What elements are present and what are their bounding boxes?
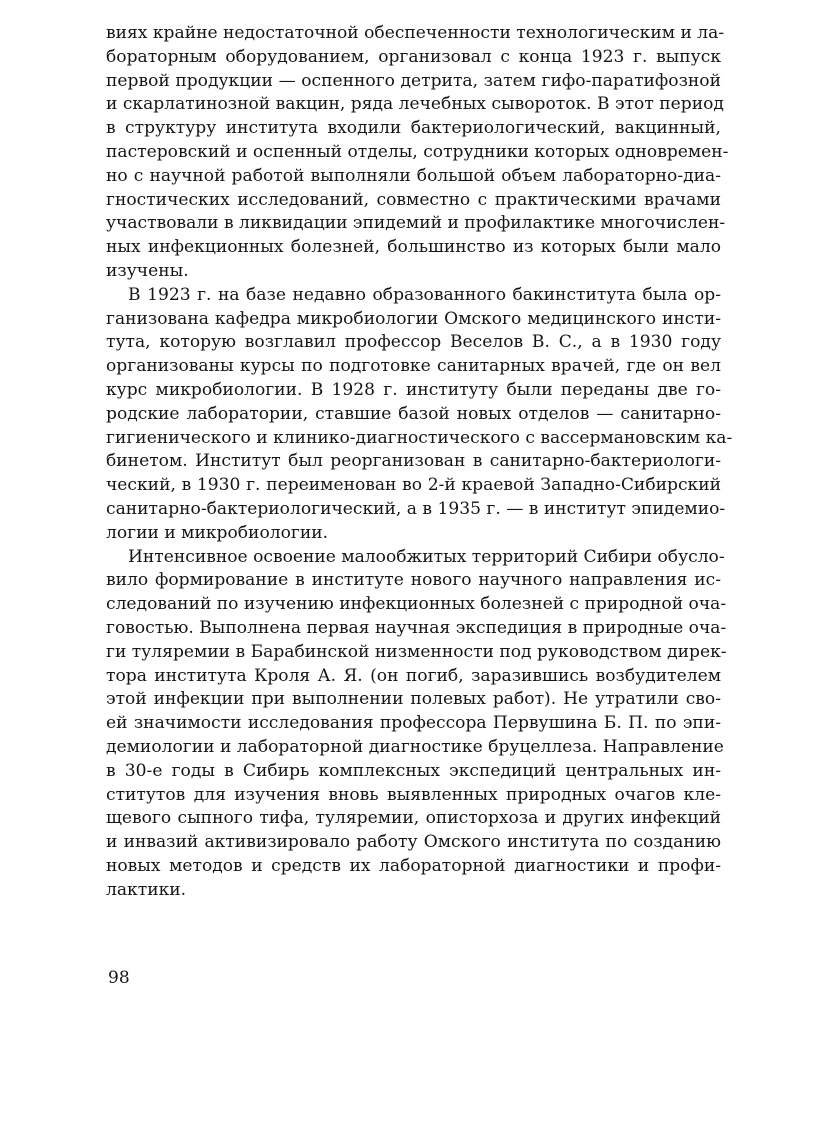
text-line: В 1923 г. на базе недавно образованного бакинститута была ор- — [128, 284, 721, 305]
text-line: ческий, в 1930 г. переименован во 2-й краевой Западно-Сибирский — [106, 475, 721, 496]
text-line: логии и микробиологии. — [106, 522, 329, 543]
text-line: гностических исследований, совместно с практическими врачами — [106, 189, 721, 210]
text-line: Интенсивное освоение малообжитых территорий Сибири обусло- — [128, 546, 725, 567]
text-line: ных инфекционных болезней, большинство из которых были мало — [106, 237, 721, 258]
text-line: тута, которую возглавил профессор Веселов В. С., а в 1930 году — [106, 332, 721, 353]
text-line: этой инфекции при выполнении полевых работ). Не утратили сво- — [106, 689, 721, 710]
text-line: щевого сыпного тифа, туляремии, описторхоза и других инфекций — [106, 808, 721, 829]
text-line: лактики. — [106, 879, 187, 900]
text-line: участвовали в ликвидации эпидемий и профилактике многочислен- — [106, 213, 726, 234]
paragraph-3 — [106, 546, 727, 903]
text-line: демиологии и лабораторной диагностике бруцеллеза. Направление — [106, 736, 724, 757]
paragraph-1 — [106, 22, 729, 284]
text-line: санитарно-бактериологический, а в 1935 г. — в институт эпидемио- — [106, 498, 726, 519]
text-line: изучены. — [106, 260, 189, 281]
text-line: ей значимости исследования профессора Первушина Б. П. по эпи- — [106, 713, 721, 734]
text-line: следований по изучению инфекционных болезней с природной оча- — [106, 594, 727, 615]
text-line: бораторным оборудованием, организовал с конца 1923 г. выпуск — [106, 46, 721, 67]
text-line: бинетом. Институт был реорганизован в санитарно-бактериологи- — [106, 451, 721, 472]
text-line: ги туляремии в Барабинской низменности под руководством дирек- — [106, 641, 727, 662]
text-line: тора института Кроля А. Я. (он погиб, заразившись возбудителем — [106, 665, 721, 686]
text-line: ганизована кафедра микробиологии Омского медицинского инсти- — [106, 308, 721, 329]
text-line: вило формирование в институте нового научного направления ис- — [106, 570, 721, 591]
text-line: ститутов для изучения вновь выявленных природных очагов кле- — [106, 784, 721, 805]
text-line: гигиенического и клинико-диагностического с вассермановским ка- — [106, 427, 733, 448]
paragraph-2 — [106, 284, 733, 546]
text-line: и скарлатинозной вакцин, ряда лечебных сывороток. В этот период — [106, 94, 724, 115]
page-number: 98 — [108, 968, 130, 988]
text-line: говостью. Выполнена первая научная экспедиция в природные оча- — [106, 617, 727, 638]
text-line: в структуру института входили бактериологический, вакцинный, — [106, 118, 721, 139]
body-text — [106, 22, 733, 902]
text-line: курс микробиологии. В 1928 г. институту были переданы две го- — [106, 379, 721, 400]
text-line: новых методов и средств их лабораторной диагностики и профи- — [106, 855, 721, 876]
text-line: виях крайне недостаточной обеспеченности технологическим и ла- — [106, 23, 725, 43]
text-line: и инвазий активизировало работу Омского института по созданию — [106, 832, 721, 853]
text-line: но с научной работой выполняли большой объем лабораторно-диа- — [106, 165, 721, 186]
text-line: организованы курсы по подготовке санитарных врачей, где он вел — [106, 356, 721, 377]
text-line: в 30-е годы в Сибирь комплексных экспедиций центральных ин- — [106, 760, 721, 781]
text-line: пастеровский и оспенный отделы, сотрудники которых одновремен- — [106, 141, 729, 162]
text-line: первой продукции — оспенного детрита, затем гифо-паратифозной — [106, 70, 721, 91]
text-line: родские лаборатории, ставшие базой новых отделов — санитарно- — [106, 403, 721, 424]
